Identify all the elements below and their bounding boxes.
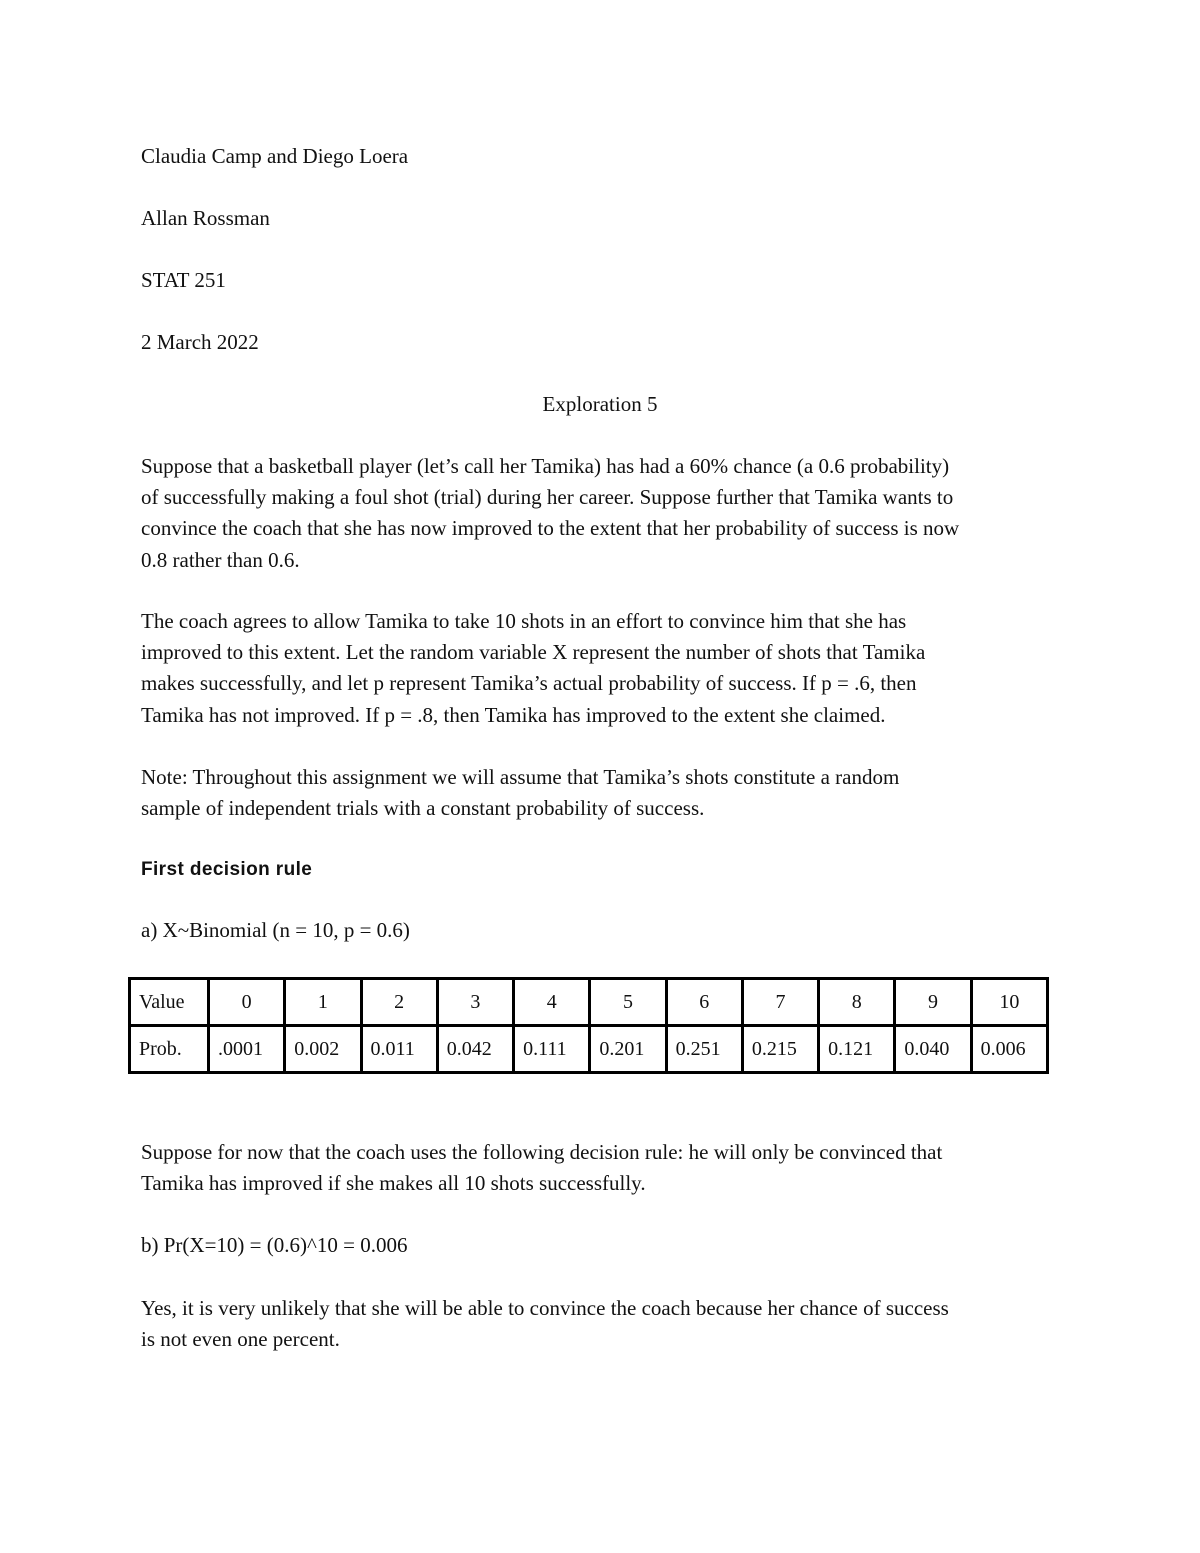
prob-cell: 0.251 — [666, 1026, 742, 1073]
value-cell: 3 — [437, 979, 513, 1026]
paragraph-line: makes successfully, and let p represent Tamika’s actual probability of success. If p = .6, then — [141, 671, 917, 696]
paragraph-line: of successfully making a foul shot (trial) during her career. Suppose further that Tamika wants to — [141, 485, 954, 510]
value-cell: 1 — [285, 979, 361, 1026]
intro-paragraph — [141, 451, 1066, 576]
section-heading: First decision rule — [141, 859, 313, 880]
value-cell: 9 — [895, 979, 971, 1026]
paragraph-line: is not even one percent. — [141, 1327, 340, 1352]
prob-cell: 0.111 — [514, 1026, 590, 1073]
value-cell: 7 — [742, 979, 818, 1026]
prob-cell: 0.042 — [437, 1026, 513, 1073]
row-label-value: Value — [130, 979, 209, 1026]
prob-cell: 0.201 — [590, 1026, 666, 1073]
prob-cell: .0001 — [209, 1026, 285, 1073]
paragraph-line: Suppose for now that the coach uses the following decision rule: he will only be convinced that — [141, 1140, 943, 1164]
value-cell: 0 — [209, 979, 285, 1026]
prob-cell: 0.006 — [971, 1026, 1047, 1073]
prob-cell: 0.215 — [742, 1026, 818, 1073]
paragraph-line: Yes, it is very unlikely that she will be able to convince the coach because her chance of success — [141, 1296, 949, 1320]
paragraph-line: sample of independent trials with a constant probability of success. — [141, 796, 705, 821]
paragraph-line: Note: Throughout this assignment we will assume that Tamika’s shots constitute a random — [141, 765, 900, 789]
value-cell: 5 — [590, 979, 666, 1026]
value-cell: 10 — [971, 979, 1047, 1026]
prob-cell: 0.040 — [895, 1026, 971, 1073]
part-b-line: b) Pr(X=10) = (0.6)^10 = 0.006 — [141, 1233, 408, 1257]
probability-table — [128, 977, 1049, 1074]
value-cell: 2 — [361, 979, 437, 1026]
authors-line: Claudia Camp and Diego Loera — [141, 144, 409, 168]
paragraph-line: Tamika has improved if she makes all 10 shots successfully. — [141, 1171, 646, 1196]
paragraph-line: Suppose that a basketball player (let’s call her Tamika) has had a 60% chance (a 0.6 probability) — [141, 454, 950, 478]
paragraph-line: improved to this extent. Let the random variable X represent the number of shots that Tamika — [141, 640, 926, 665]
paragraph-line: convince the coach that she has now improved to the extent that her probability of success is now — [141, 516, 960, 541]
instructor-line: Allan Rossman — [141, 206, 270, 230]
prob-cell: 0.002 — [285, 1026, 361, 1073]
note-paragraph — [141, 762, 1066, 824]
setup-paragraph — [141, 606, 1066, 731]
value-cell: 6 — [666, 979, 742, 1026]
course-line: STAT 251 — [141, 268, 226, 292]
table-row-probs — [130, 1026, 1048, 1073]
paragraph-line: Tamika has not improved. If p = .8, then Tamika has improved to the extent she claimed. — [141, 702, 886, 727]
prob-cell: 0.011 — [361, 1026, 437, 1073]
part-a-line: a) X~Binomial (n = 10, p = 0.6) — [141, 918, 410, 942]
date-line: 2 March 2022 — [141, 330, 259, 354]
value-cell: 4 — [514, 979, 590, 1026]
value-cell: 8 — [819, 979, 895, 1026]
document-title: Exploration 5 — [542, 392, 658, 416]
paragraph-line: 0.8 rather than 0.6. — [141, 547, 300, 572]
rule-paragraph — [141, 1137, 1066, 1199]
paragraph-line: The coach agrees to allow Tamika to take 10 shots in an effort to convince him that she has — [141, 609, 907, 633]
row-label-prob: Prob. — [130, 1026, 209, 1073]
prob-cell: 0.121 — [819, 1026, 895, 1073]
table-row-values — [130, 979, 1048, 1026]
answer-paragraph — [141, 1293, 1066, 1355]
